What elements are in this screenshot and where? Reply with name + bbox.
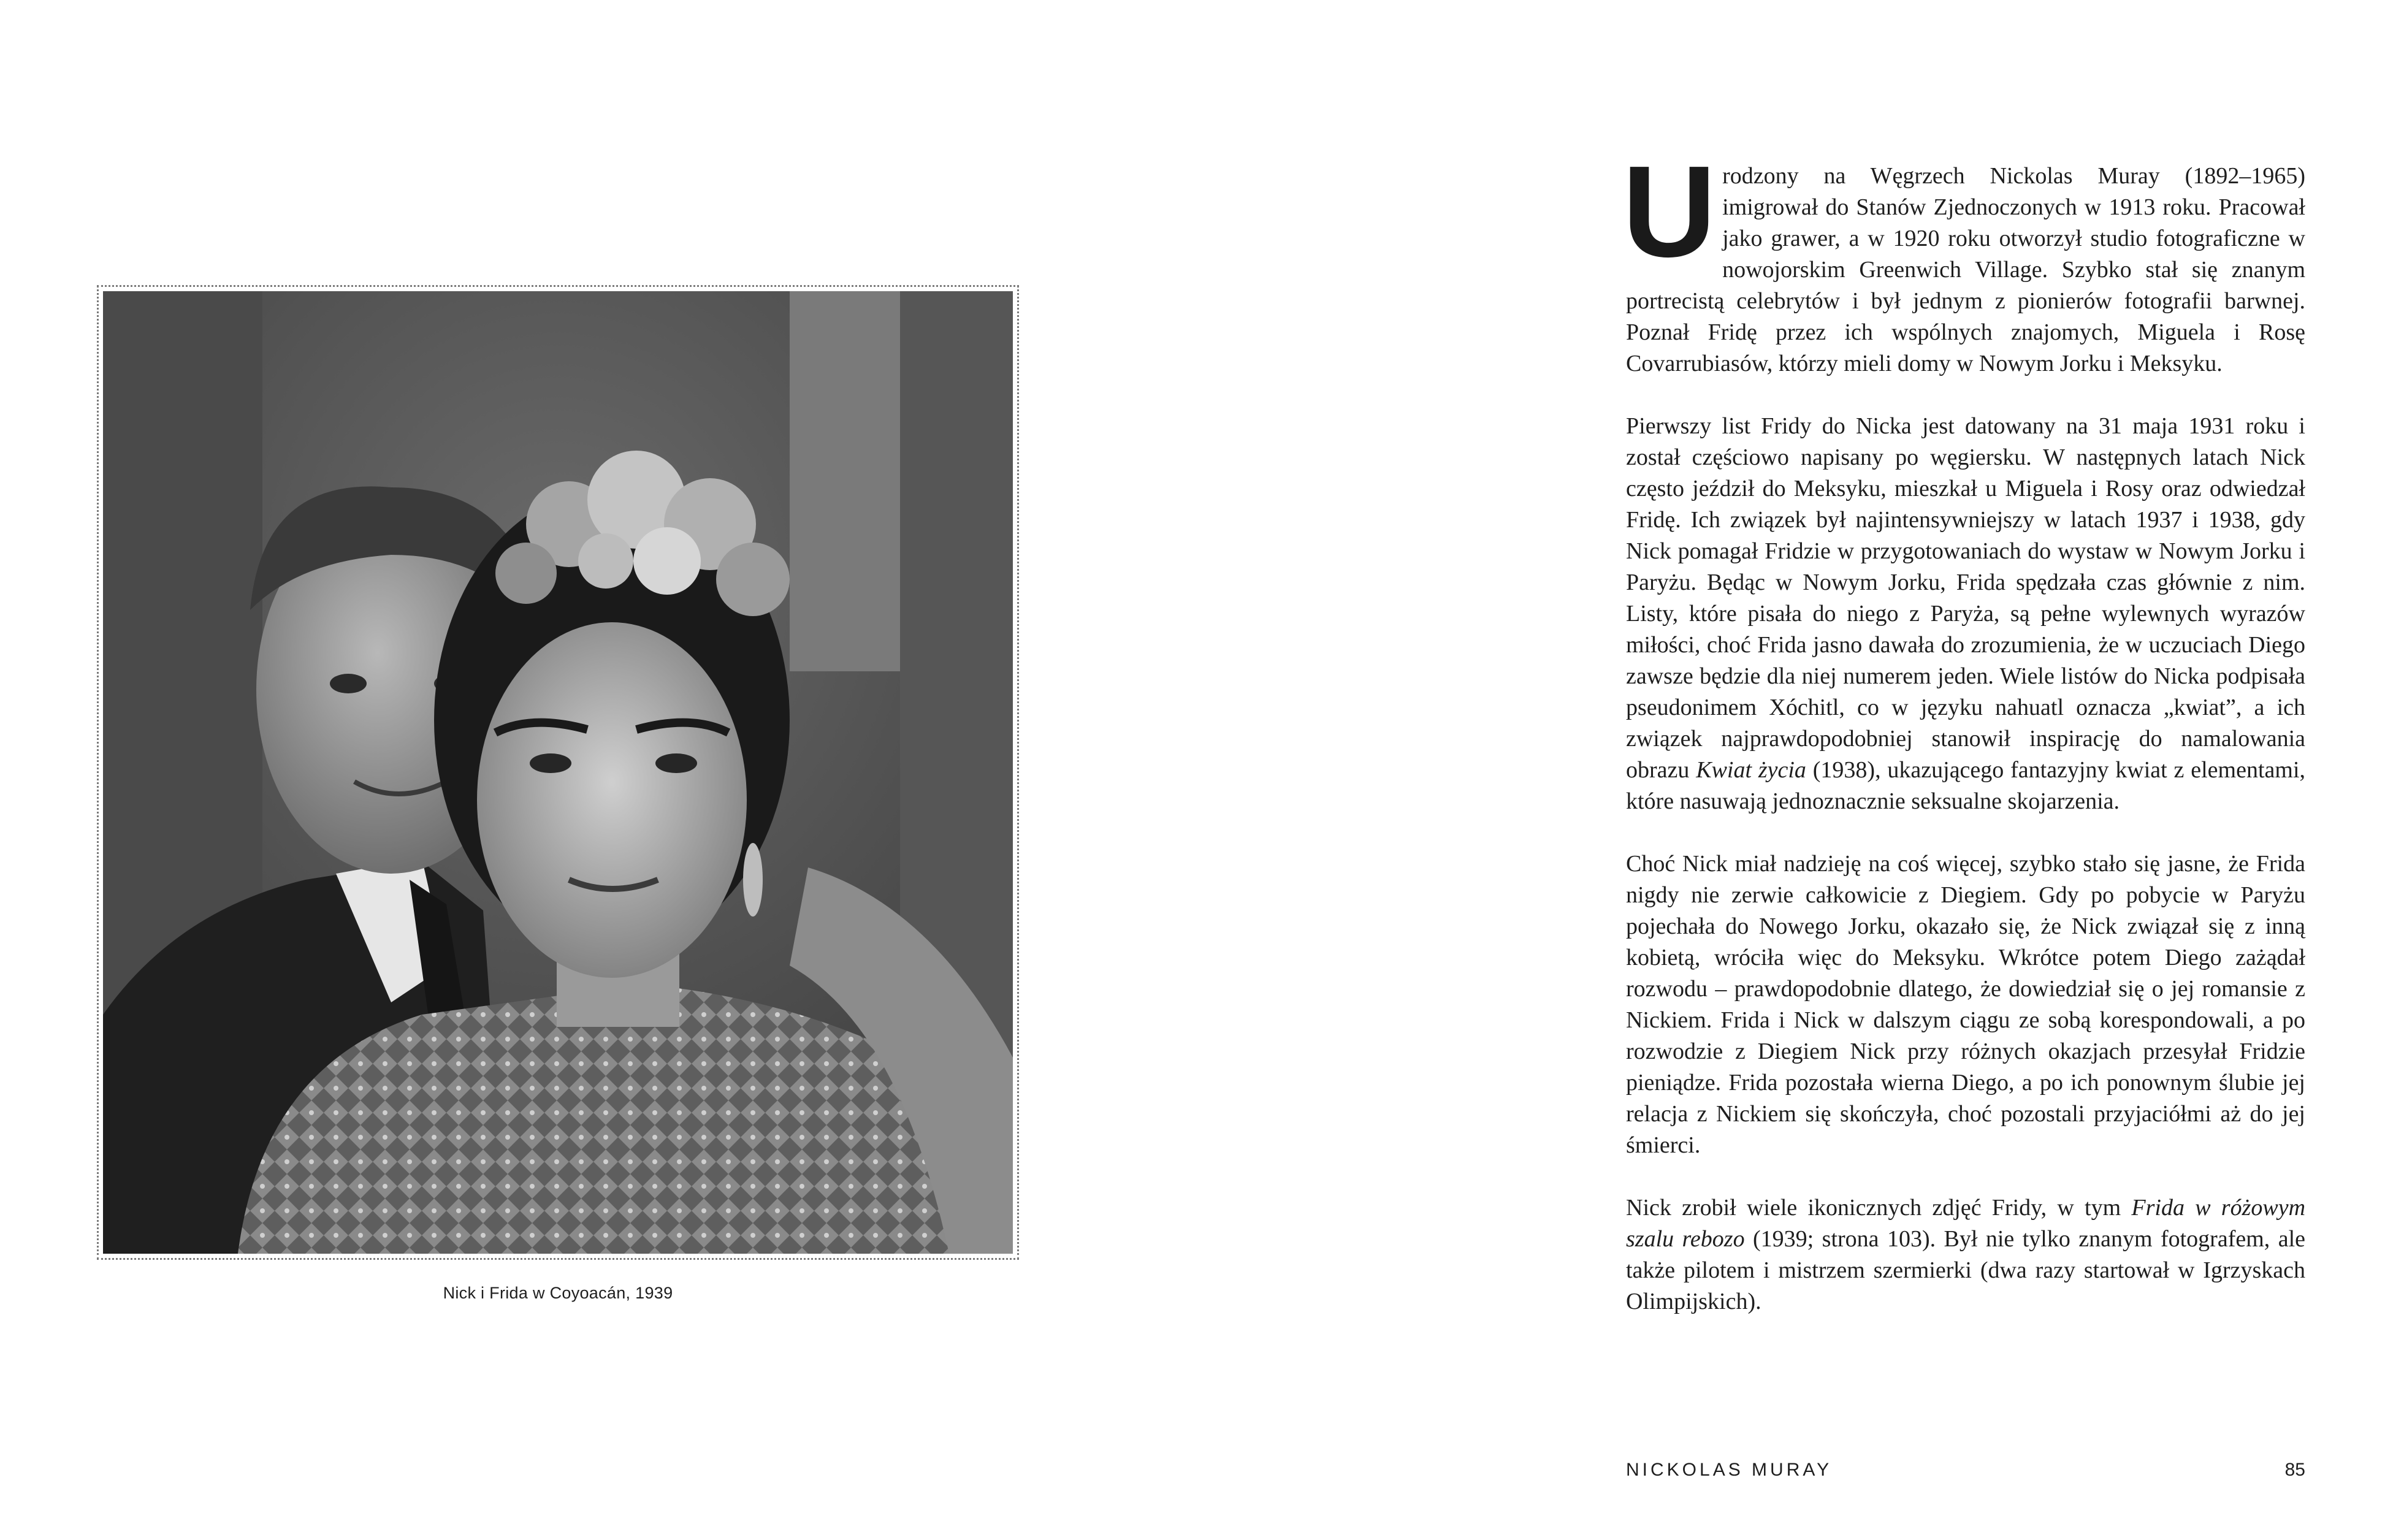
drop-cap: U — [1622, 139, 1717, 284]
artwork-title-kwiat-zycia: Kwiat życia — [1696, 757, 1806, 783]
paragraph-2 — [1626, 411, 2305, 817]
article-text — [1622, 139, 2306, 1349]
photo-frame — [97, 285, 1019, 1260]
earring — [743, 843, 763, 917]
photo-title-rebozo: Frida w różowym szalu rebozo — [1626, 1195, 2306, 1252]
paragraph-3-text: Choć Nick miał nadzieję na coś więcej, szybko stało się jasne, że Frida nigdy nie zerwie całkowicie z Diegiem. Gdy po pobycie w Paryżu pojechała do Nowego Jorku, okazało się, że Nick związał się z inną kobietą, wróciła więc do Meksyku. Wkrótce potem Diego zażądał rozwodu – prawdopodobnie dlatego, że dowiedział się o jej romansie z Nickiem. Frida i Nick w dalszym ciągu ze sobą korespondowali, a po rozwodzie z Diegiem Nick przy różnych okazjach przesyłał Fridzie pieniądze. Frida pozostała wierna Diego, a po ich ponownym ślubie jej relacja z Nickiem się skończyła, choć pozostali przyjaciółmi aż do jej śmierci. — [1626, 851, 2305, 1158]
paragraph-2-text-b: (1938), ukazującego fantazyjny kwiat z elementami, które nasuwają jednoznacznie seksualne skojarzenia. — [1626, 757, 2306, 814]
running-head: NICKOLAS MURAY — [1626, 1460, 1833, 1480]
paragraph-4 — [1626, 1192, 2305, 1317]
woman-face — [477, 622, 747, 978]
paragraph-4-text-a: Nick zrobił wiele ikonicznych zdjęć Fridy, w tym — [1626, 1195, 2121, 1221]
portrait-photo — [103, 291, 1013, 1254]
paragraph-4-text-b: (1939; strona 103). Był nie tylko znanym fotografem, ale także pilotem i mistrzem szermierki (dwa razy startował w Igrzyskach Olimpijskich). — [1626, 1226, 2305, 1314]
paragraph-2-text-a: Pierwszy list Fridy do Nicka jest datowany na 31 maja 1931 roku i został częściowo napisany po węgiersku. W następnych latach Nick często jeździł do Meksyku, mieszkał u Miguela i Rosy oraz odwiedzał Fridę. Ich związek był najintensywniejszy w latach 1937 i 1938, gdy Nick pomagał Fridzie w przygotowaniach do wystaw w Nowym Jorku i Paryżu. Będąc w Nowym Jorku, Frida spędzała czas głównie z nim. Listy, które pisała do niego z Paryża, są pełne wylewnych wyrazów miłości, choć Frida jasno dawała do zrozumienia, że w uczuciach Diego zawsze będzie dla niej numerem jeden. Wiele listów do Nicka podpisała pseudonimem Xóchitl, co w języku nahuatl oznacza „kwiat”, a ich związek najprawdopodobniej stanowił inspirację do namalowania obrazu — [1626, 413, 2305, 783]
paragraph-1-text: rodzony na Węgrzech Nickolas Muray (1892–1965) imigrował do Stanów Zjednoczonych w 1913 roku. Pracował jako grawer, a w 1920 roku otworzył studio fotograficzne w nowojorskim Greenwich Village. Szybko stał się znanym portrecistą celebrytów i był jednym z pionierów fotografii barwnej. Poznał Fridę przez ich wspólnych znajomych, Miguela i Rosę Covarrubiasów, którzy mieli domy w Nowym Jorku i Meksyku. — [1626, 163, 2305, 376]
page-number: 85 — [2284, 1460, 2305, 1480]
photo-caption: Nick i Frida w Coyoacán, 1939 — [443, 1284, 673, 1302]
paragraph-3 — [1626, 848, 2305, 1161]
paragraph-1 — [1622, 139, 2305, 379]
